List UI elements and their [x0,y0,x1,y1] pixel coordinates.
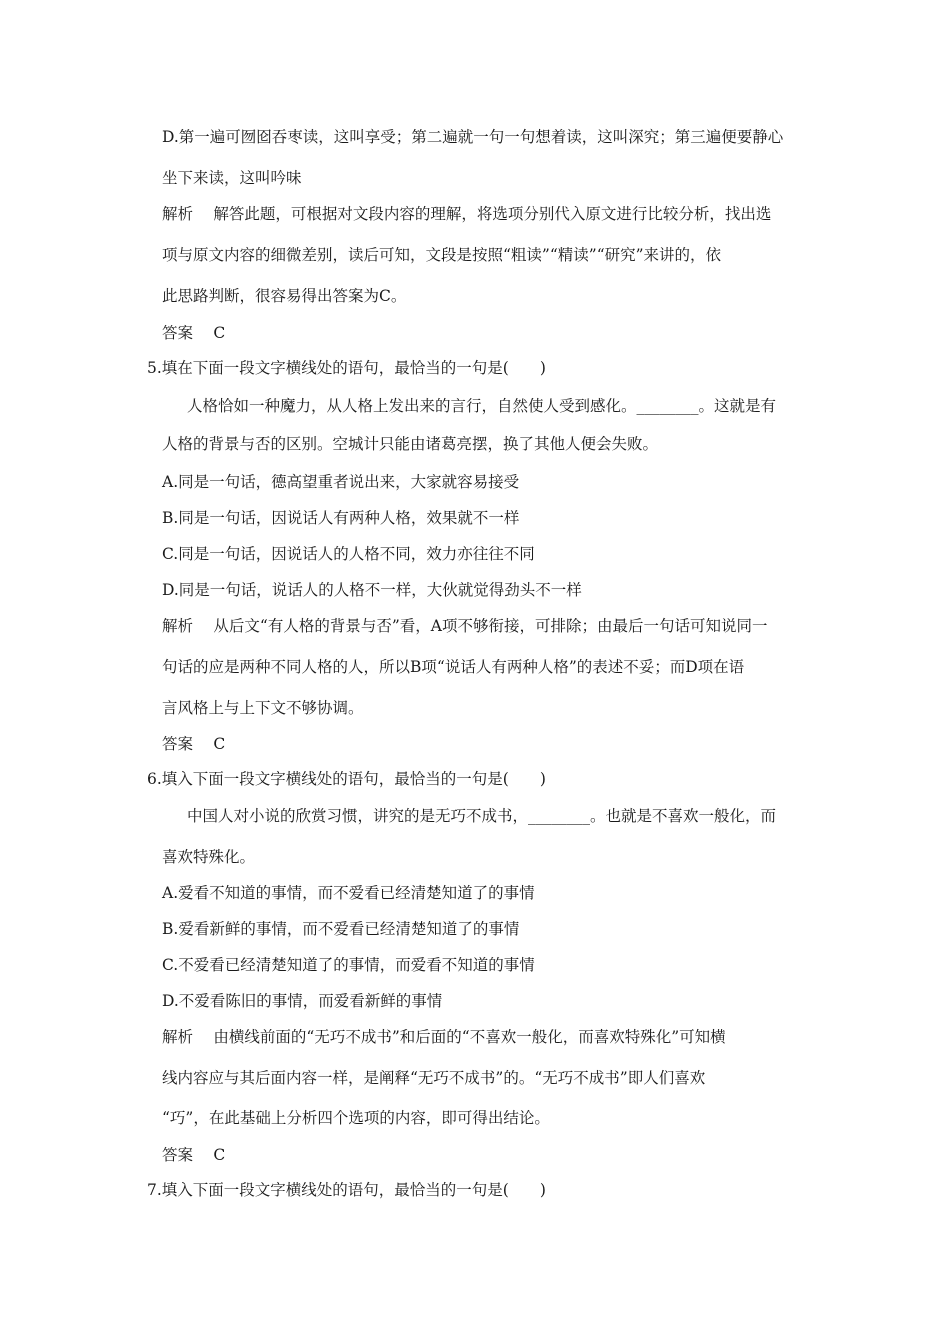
text-line: A.爱看不知道的事情，而不爱看已经清楚知道了的事情 [162,884,535,902]
text-line: B.爱看新鲜的事情，而不爱看已经清楚知道了的事情 [162,920,520,938]
text-line: 中国人对小说的欣赏习惯，讲究的是无巧不成书，________。也就是不喜欢一般化，而 [187,807,777,825]
text-line: 人格恰如一种魔力，从人格上发出来的言行，自然使人受到感化。________。这就是有 [187,397,777,415]
text-line: 言风格上与上下文不够协调。 [162,699,364,717]
text-line: D.同是一句话，说话人的人格不一样，大伙就觉得劲头不一样 [162,581,582,599]
text-line: D.不爱看陈旧的事情，而爱看新鲜的事情 [162,992,443,1010]
text-line: C.不爱看已经清楚知道了的事情，而爱看不知道的事情 [162,956,535,974]
text-line: 人格的背景与否的区别。空城计只能由诸葛亮摆，换了其他人便会失败。 [162,435,659,453]
text-line: 答案 C [162,735,226,753]
text-line: D.第一遍可囫囵吞枣读，这叫享受；第二遍就一句一句想着读，这叫深究；第三遍便要静心 [162,128,784,146]
text-line: 坐下来读，这叫吟味 [162,169,302,187]
text-line: 此思路判断，很容易得出答案为C。 [162,287,407,305]
text-line: B.同是一句话，因说话人有两种人格，效果就不一样 [162,509,520,527]
text-line: 解析 从后文“有人格的背景与否”看，A项不够衔接，可排除；由最后一句话可知说同一 [162,617,768,635]
text-line: C.同是一句话，因说话人的人格不同，效力亦往往不同 [162,545,535,563]
text-line: 线内容应与其后面内容一样，是阐释“无巧不成书”的。“无巧不成书”即人们喜欢 [162,1069,706,1087]
text-line: 5.填在下面一段文字横线处的语句，最恰当的一句是( ) [147,359,546,377]
text-line: A.同是一句话，德高望重者说出来，大家就容易接受 [162,473,520,491]
text-line: 答案 C [162,1146,226,1164]
text-line: 解析 由横线前面的“无巧不成书”和后面的“不喜欢一般化，而喜欢特殊化”可知横 [162,1028,726,1046]
text-line: “巧”，在此基础上分析四个选项的内容，即可得出结论。 [162,1109,550,1127]
text-line: 6.填入下面一段文字横线处的语句，最恰当的一句是( ) [147,770,546,788]
text-line: 句话的应是两种不同人格的人，所以B项“说话人有两种人格”的表述不妥；而D项在语 [162,658,745,676]
text-line: 项与原文内容的细微差别，读后可知，文段是按照“粗读”“精读”“研究”来讲的，依 [162,246,722,264]
text-line: 解析 解答此题，可根据对文段内容的理解，将选项分别代入原文进行比较分析，找出选 [162,205,772,223]
text-line: 答案 C [162,324,226,342]
text-line: 喜欢特殊化。 [162,848,256,866]
text-line: 7.填入下面一段文字横线处的语句，最恰当的一句是( ) [147,1181,546,1199]
